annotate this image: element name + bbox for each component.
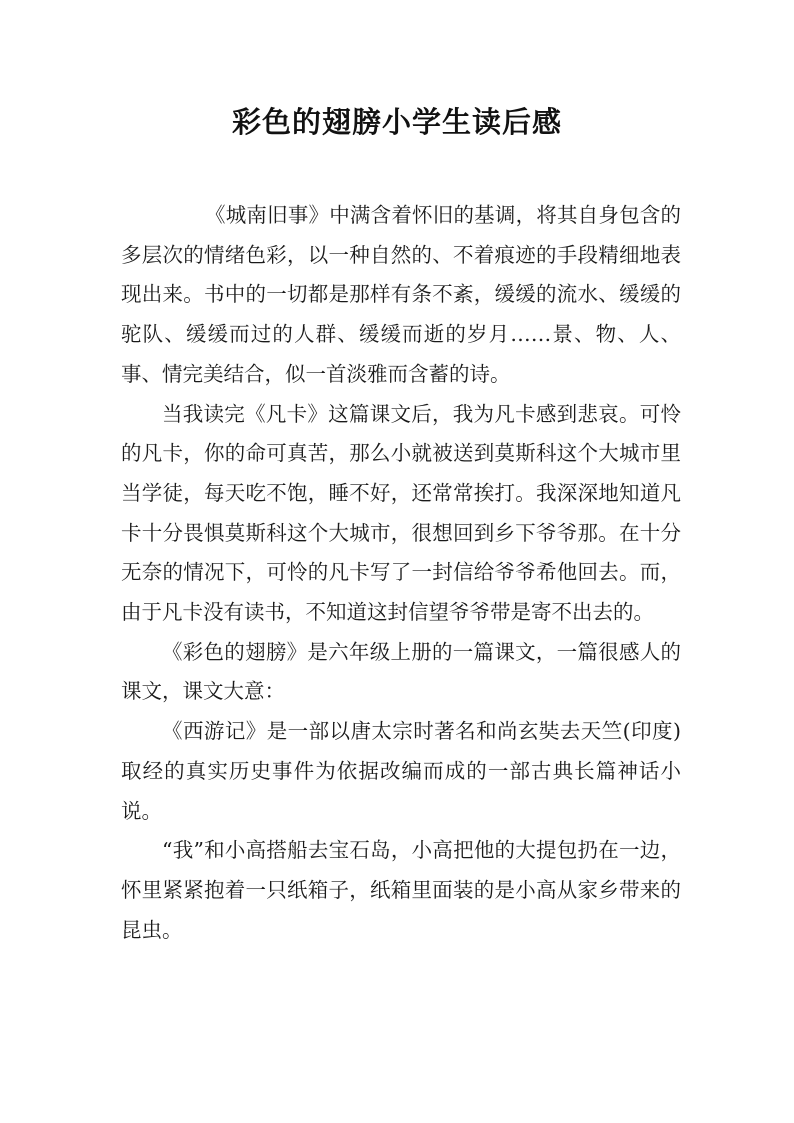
paragraph-5: “我”和小高搭船去宝石岛，小高把他的大提包扔在一边，怀里紧紧抱着一只纸箱子，纸箱里面装的是小高从家乡带来的昆虫。: [121, 838, 681, 942]
paragraph-1: 《城南旧事》中满含着怀旧的基调，将其自身包含的多层次的情绪色彩，以一种自然的、不着痕迹的手段精细地表现出来。书中的一切都是那样有条不紊，缓缓的流水、缓缓的驼队、缓缓而过的人群、缓缓而逝的岁月……景、物、人、事、情完美结合，似一首淡雅而含蓄的诗。: [121, 203, 681, 386]
paragraph-3: 《彩色的翅膀》是六年级上册的一篇课文，一篇很感人的课文，课文大意：: [121, 639, 681, 704]
paragraph-4: 《西游记》是一部以唐太宗时著名和尚玄奘去天竺(印度)取经的真实历史事件为依据改编而成的一部古典长篇神话小说。: [121, 719, 681, 823]
document-title: 彩色的翅膀小学生读后感: [231, 105, 562, 139]
document-body: [121, 196, 681, 950]
paragraph-2: 当我读完《凡卡》这篇课文后，我为凡卡感到悲哀。可怜的凡卡，你的命可真苦，那么小就被送到莫斯科这个大城市里当学徒，每天吃不饱，睡不好，还常常挨打。我深深地知道凡卡十分畏惧莫斯科这个大城市，很想回到乡下爷爷那。在十分无奈的情况下，可怜的凡卡写了一封信给爷爷希他回去。而，由于凡卡没有读书，不知道这封信望爷爷带是寄不出去的。: [121, 401, 681, 625]
